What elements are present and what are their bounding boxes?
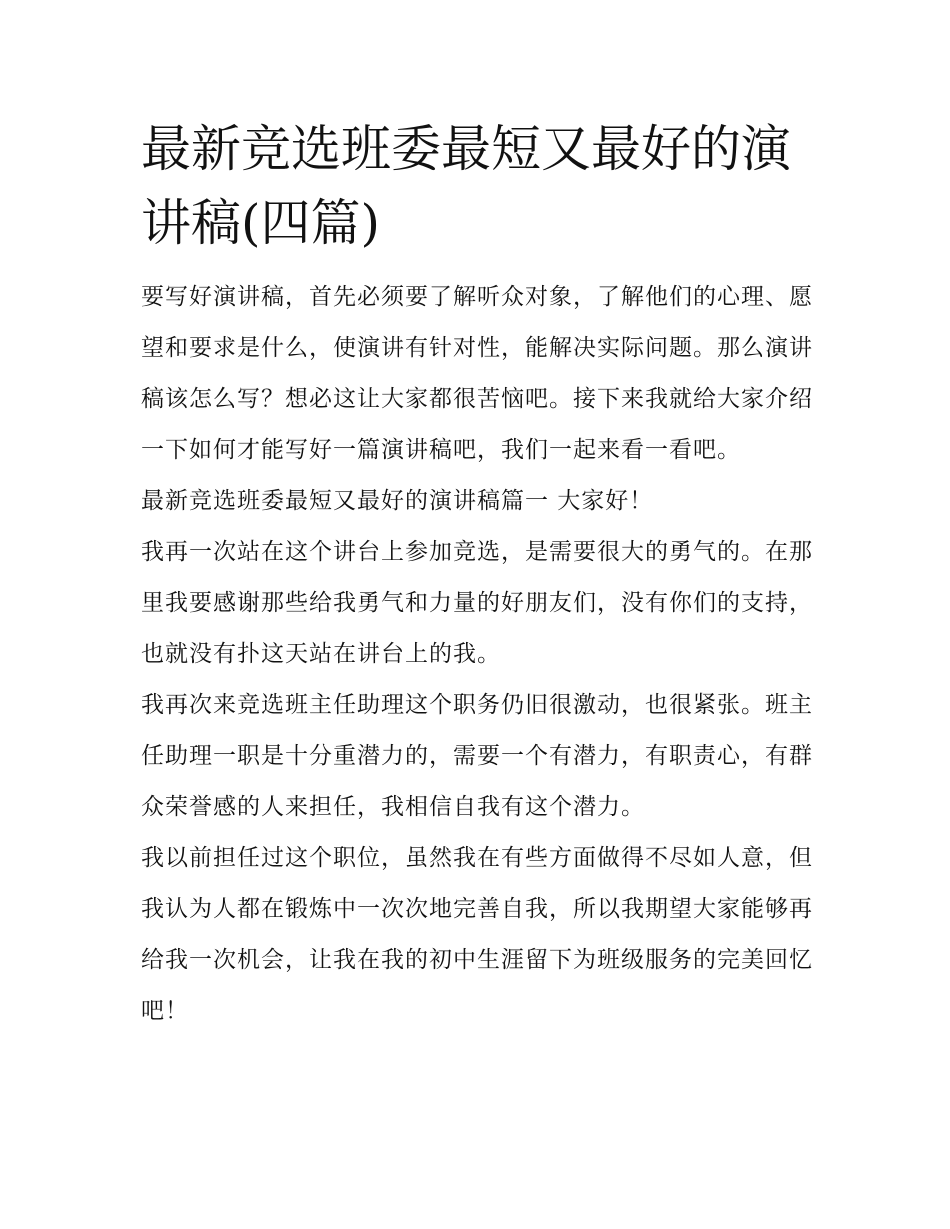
- paragraph: 我再次来竞选班主任助理这个职务仍旧很激动，也很紧张。班主任助理一职是十分重潜力的，需要一个有潜力，有职责心，有群众荣誉感的人来担任，我相信自我有这个潜力。: [141, 692, 813, 820]
- paragraph: 我再一次站在这个讲台上参加竞选，是需要很大的勇气的。在那里我要感谢那些给我勇气和力量的好朋友们，没有你们的支持，也就没有扑这天站在讲台上的我。: [141, 539, 813, 667]
- paragraph: 我以前担任过这个职位，虽然我在有些方面做得不尽如人意，但我认为人都在锻炼中一次次地完善自我，所以我期望大家能够再给我一次机会，让我在我的初中生涯留下为班级服务的完美回忆吧！: [141, 845, 813, 1024]
- document-body: [141, 272, 816, 1037]
- document-page: [141, 112, 816, 1037]
- document-title: 最新竞选班委最短又最好的演讲稿(四篇): [141, 120, 791, 252]
- paragraph-section-heading: 最新竞选班委最短又最好的演讲稿篇一 大家好！: [141, 488, 654, 514]
- paragraph-intro: 要写好演讲稿，首先必须要了解听众对象，了解他们的心理、愿望和要求是什么，使演讲有针对性，能解决实际问题。那么演讲稿该怎么写？想必这让大家都很苦恼吧。接下来我就给大家介绍一下如何才能写好一篇演讲稿吧，我们一起来看一看吧。: [141, 284, 813, 463]
